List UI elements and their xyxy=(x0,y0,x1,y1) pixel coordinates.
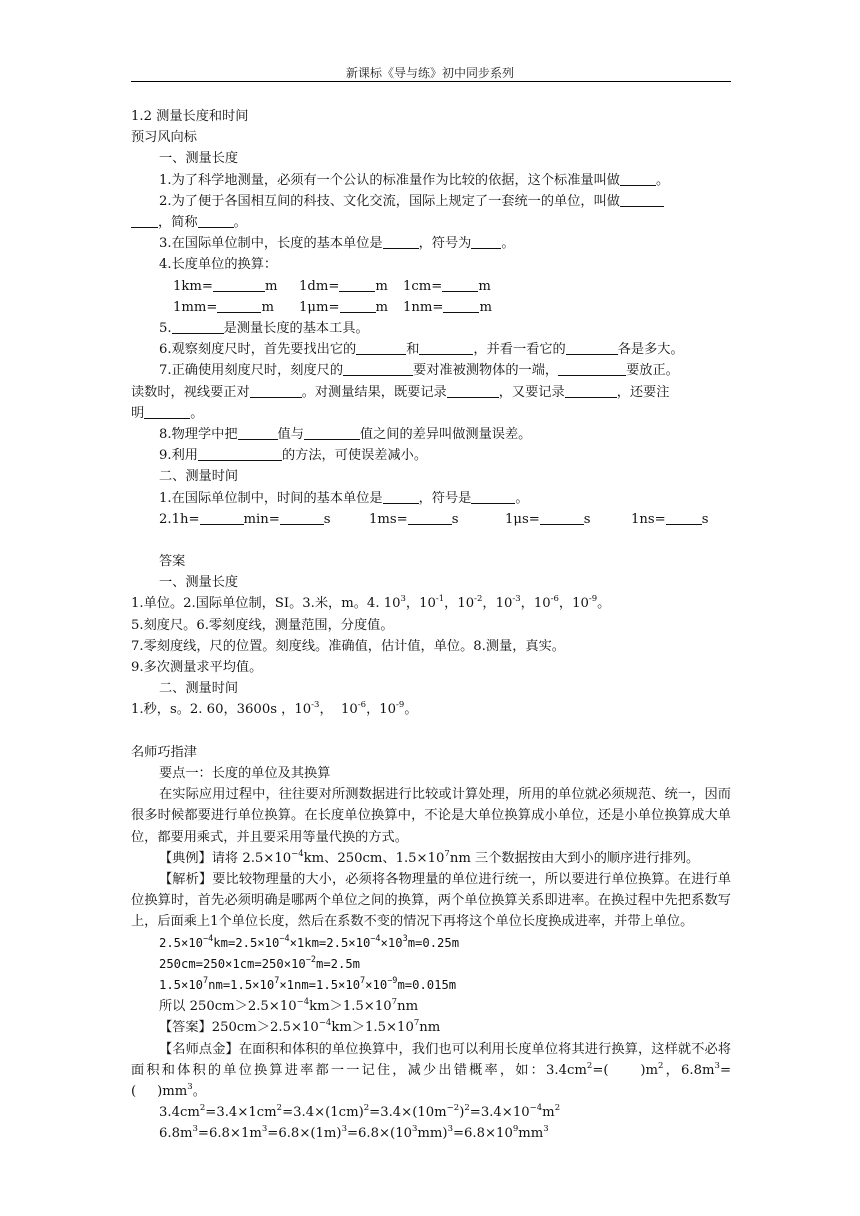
preview-heading: 预习风向标 xyxy=(131,130,197,146)
answers-heading: 答案 xyxy=(159,554,186,570)
preview-sec1: 一、测量长度 xyxy=(159,151,239,167)
calc-2: $250cm=250\times 1cm=250\times 10^{-2}m=2.5m$ xyxy=(159,954,361,971)
tips-heading: 名师巧指津 xyxy=(131,744,197,760)
section-title: 1.2 测量长度和时间 xyxy=(131,109,249,124)
unit-row-2: 1mm= m 1μm= m 1nm= m xyxy=(173,299,492,315)
unit-row-1: 1km= m 1dm= m 1cm= m xyxy=(173,278,491,294)
header-rule xyxy=(131,81,731,82)
answers-sec1: 一、测量长度 xyxy=(159,575,239,591)
q5: 5. 是测量长度的基本工具。 xyxy=(159,321,369,337)
answer-5: 5.刻度尺。6.零刻度线，测量范围，分度值。 xyxy=(131,617,394,633)
calc-4: 所以 $250cm>2.5\times 10^{-4}km>1.5\times 10^7nm$ xyxy=(159,997,419,1015)
q7b: 读数时，视线要正对 。对测量结果，既要记录 ，又要记录 ，还要注 xyxy=(131,384,670,400)
t1: 1.在国际单位制中，时间的基本单位是 ，符号是 。 xyxy=(159,490,529,506)
answer-time: 1.秒，s。2. 60，3600s ，$10^{-3}$， $10^{-6}$，$10^{-9}$。 xyxy=(131,700,418,718)
answers-sec2: 二、测量时间 xyxy=(159,681,239,697)
q4: 4.长度单位的换算： xyxy=(159,257,278,273)
running-header: 新课标《导与练》初中同步系列 xyxy=(345,66,514,80)
answer: 【答案】$250cm>2.5\times 10^{-4}km>1.5\times 10^7nm$ xyxy=(159,1018,441,1036)
calc-1: $2.5\times 10^{-4}km=2.5\times 10^{-4}\times 1km=2.5\times 10^{-4}\times 10^3m=0.25m$ xyxy=(159,933,460,950)
analysis: 【解析】要比较物理量的大小，必须将各物理量的单位进行统一，所以要进行单位换算。在进行单位换算时，首先必须明确是哪两个单位之间的换算，两个单位换算关系即进率。在换过程中先把系数写上，后面乘上1个单位长度，然后在系数不变的情况下再将这个单位长度换成进率，并带上单位。 xyxy=(131,871,732,930)
tips-paragraph: 在实际应用过程中，往往要对所测数据进行比较或计算处理，所用的单位就必须规范、统一，因而很多时候都要进行单位换算。在长度单位换算中，不论是大单位换算成小单位，还是小单位换算成大单位，都要用乘式，并且要采用等量代换的方式。 xyxy=(131,787,731,845)
answer-7: 7.零刻度线，尺的位置。刻度线。准确值，估计值，单位。8.测量，真实。 xyxy=(131,638,565,654)
q2b: ，简称 。 xyxy=(131,212,731,233)
preview-sec2: 二、测量时间 xyxy=(159,469,239,485)
q3: 3.在国际单位制中，长度的基本单位是 ，符号为 。 xyxy=(159,236,515,252)
q9: 9.利用 的方法，可使误差减小。 xyxy=(159,448,428,464)
point-1: 要点一：长度的单位及其换算 xyxy=(159,765,331,781)
q7a: 7.正确使用刻度尺时，刻度尺的 要对准被测物体的一端， 要放正。 xyxy=(159,363,679,379)
q2a: 2.为了便于各国相互间的科技、文化交流，国际上规定了一套统一的单位，叫做 xyxy=(131,191,731,212)
calc-area: $3.4cm^2=3.4\times 1cm^2=3.4\times(1cm)^2=3.4\times(10m^{-2})^2=3.4\times 10^{-4}m^2$ xyxy=(159,1103,561,1121)
document-body xyxy=(131,106,731,1145)
tip: 【名师点金】在面积和体积的单位换算中，我们也可以利用长度单位将其进行换算，这样就不必将面积和体积的单位换算进率都一一记住，减少出错概率，如：$3.4cm^2=$( )$m^2$，$6.8m^3=$( )$mm^3$。 xyxy=(131,1041,732,1099)
answer-1: 1.单位。2.国际单位制，SI。3.米，m。4. $10^3$，$10^{-1}$，$10^{-2}$，$10^{-3}$，$10^{-6}$，$10^{-9}$。 xyxy=(131,594,611,612)
q7c: 明 。 xyxy=(131,405,204,421)
calc-volume: $6.8m^3=6.8\times 1m^3=6.8\times(1m)^3=6.8\times(10^3mm)^3=6.8\times 10^9mm^3$ xyxy=(159,1124,549,1142)
t2: 2.1h= min= s 1ms= s 1μs= s 1ns= s xyxy=(159,511,709,527)
q6: 6.观察刻度尺时，首先要找出它的 和 ，并看一看它的 各是多大。 xyxy=(159,342,684,358)
q8: 8.物理学中把 值与 值之间的差异叫做测量误差。 xyxy=(159,427,532,443)
example: 【典例】请将 $2.5\times 10^{-4}km$、250cm、$1.5\times 10^7nm$ 三个数据按由大到小的顺序进行排列。 xyxy=(159,848,700,866)
q1: 1.为了科学地测量，必须有一个公认的标准量作为比较的依据，这个标准量叫做 。 xyxy=(159,172,670,188)
answer-9: 9.多次测量求平均值。 xyxy=(131,660,263,676)
calc-3: $1.5\times 10^7nm=1.5\times 10^7\times 1nm=1.5\times 10^7\times 10^{-9}m=0.015m$ xyxy=(159,975,457,992)
